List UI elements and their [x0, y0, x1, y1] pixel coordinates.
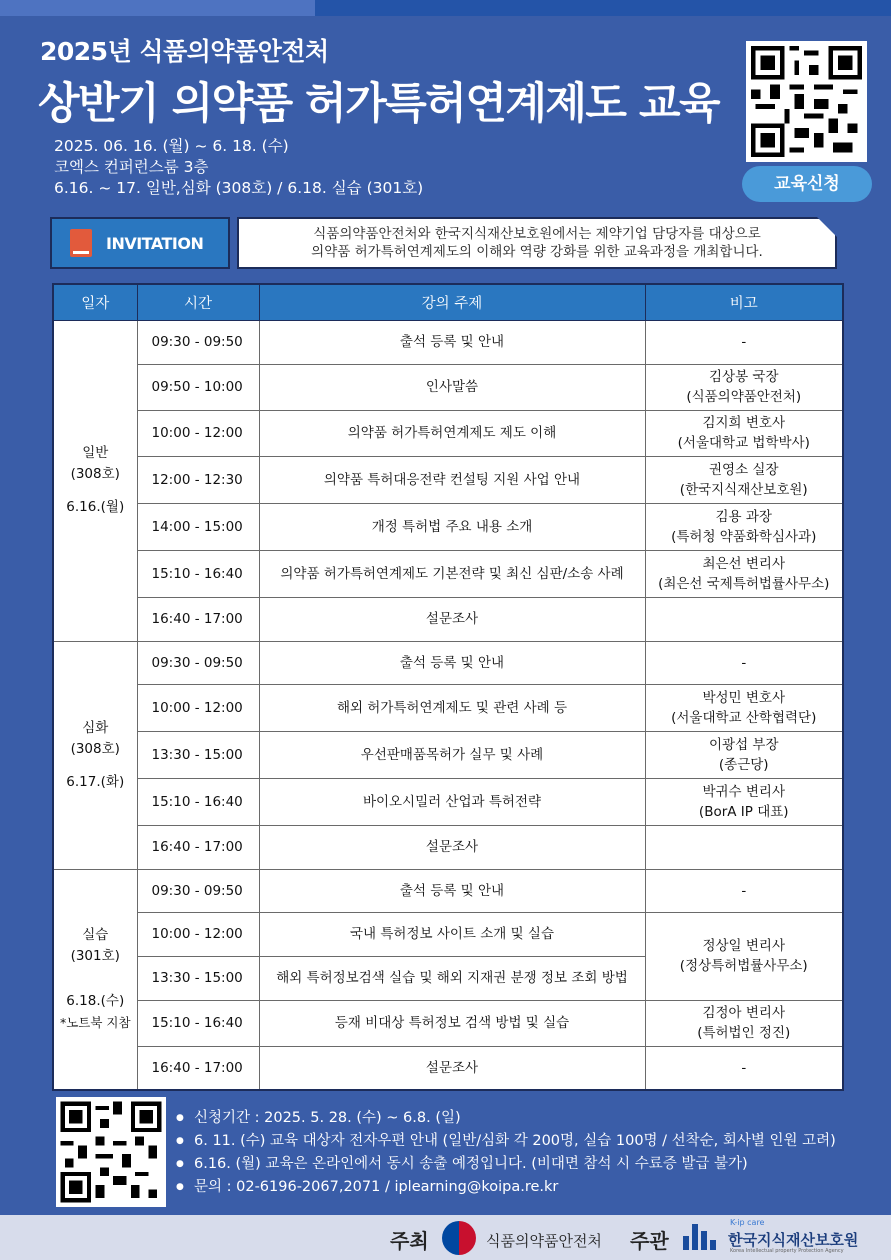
table-row: 15:10 - 16:40 의약품 허가특허연계제도 기본전략 및 최신 심판/소송 사례 최은선 변리사 (최은선 국제특허법률사무소) [53, 550, 843, 597]
top-bar [0, 0, 891, 16]
table-row: 16:40 - 17:00 설문조사 [53, 825, 843, 869]
invitation-line-2: 의약품 허가특허연계제도의 이해와 역량 강화를 위한 교육과정을 개최합니다. [311, 244, 763, 260]
day-cell-1: 일반 (308호) 6.16.(월) [53, 320, 137, 641]
table-row: 10:00 - 12:00 해외 허가특허연계제도 및 관련 사례 등 박성민 변호사 (서울대학교 산학협력단) [53, 684, 843, 731]
footer [0, 1215, 891, 1260]
invitation-message [237, 217, 837, 269]
table-row: 실습 (301호) 6.18.(수) *노트북 지참 09:30 - 09:50 출석 등록 및 안내 - [53, 869, 843, 912]
table-row: 심화 (308호) 6.17.(화) 09:30 - 09:50 출석 등록 및 안내 - [53, 641, 843, 684]
organizer-org-en: Korea Intellectual property Protection Agency [730, 1248, 844, 1254]
table-row: 15:10 - 16:40 바이오시밀러 산업과 특허전략 박귀수 변리사 (BorA IP 대표) [53, 778, 843, 825]
table-header-row [53, 284, 843, 320]
event-venue: 코엑스 컨퍼런스룸 3층 [54, 158, 209, 176]
list-item: ● 6. 11. (수) 교육 대상자 전자우편 안내 (일반/심화 각 200명, 실습 100명 / 선착순, 회사별 인원 고려) [176, 1130, 836, 1153]
header-time: 시간 [137, 284, 259, 320]
day-cell-3: 실습 (301호) 6.18.(수) *노트북 지참 [53, 869, 137, 1090]
organizer-label: 주관 [630, 1229, 669, 1253]
government-emblem-icon [442, 1221, 476, 1255]
table-row: 14:00 - 15:00 개정 특허법 주요 내용 소개 김용 과장 (특허청 약품화학심사과) [53, 503, 843, 550]
header-remark: 비고 [645, 284, 843, 320]
table-row: 16:40 - 17:00 설문조사 [53, 597, 843, 641]
host-org: 식품의약품안전처 [486, 1232, 602, 1250]
qr-code-small[interactable] [56, 1097, 166, 1207]
list-item: ● 6.16. (월) 교육은 온라인에서 동시 송출 예정입니다. (비대면 참석 시 수료증 발급 불가) [176, 1153, 836, 1176]
header-topic: 강의 주제 [259, 284, 645, 320]
book-icon [70, 229, 92, 257]
table-row: 15:10 - 16:40 등재 비대상 특허정보 검색 방법 및 실습 김정아 변리사 (특허법인 정진) [53, 1000, 843, 1046]
table-row: 13:30 - 15:00 우선판매품목허가 실무 및 사례 이광섭 부장 (종근당) [53, 731, 843, 778]
invitation-line-1: 식품의약품안전처와 한국지식재산보호원에서는 제약기업 담당자를 대상으로 [313, 226, 761, 242]
header-date: 일자 [53, 284, 137, 320]
event-info [54, 136, 423, 199]
invitation-badge [50, 217, 230, 269]
table-row: 10:00 - 12:00 의약품 허가특허연계제도 제도 이해 김지희 변호사 (서울대학교 법학박사) [53, 410, 843, 456]
invitation-label: INVITATION [106, 233, 204, 253]
list-item[interactable]: ● 문의 : 02-6196-2067,2071 / iplearning@koipa.re.kr [176, 1176, 836, 1199]
page-title: 상반기 의약품 허가특허연계제도 교육 [38, 79, 720, 129]
event-date: 2025. 06. 16. (월) ~ 6. 18. (수) [54, 137, 289, 155]
kipa-logo-icon [683, 1224, 719, 1250]
table-row: 09:50 - 10:00 인사말씀 김상봉 국장 (식품의약품안전처) [53, 364, 843, 410]
organizer-org: 한국지식재산보호원 [728, 1231, 859, 1249]
table-row: 10:00 - 12:00 국내 특허정보 사이트 소개 및 실습 정상일 변리사 (정상특허법률사무소) [53, 912, 843, 956]
apply-button[interactable]: 교육신청 [742, 166, 872, 202]
table-row: 12:00 - 12:30 의약품 특허대응전략 컨설팅 지원 사업 안내 권영소 실장 (한국지식재산보호원) [53, 456, 843, 503]
schedule-table [52, 283, 844, 1091]
notice-list [176, 1107, 836, 1199]
table-row: 일반 (308호) 6.16.(월) 09:30 - 09:50 출석 등록 및 안내 - [53, 320, 843, 364]
qr-code[interactable] [746, 41, 867, 162]
org-tagline: K-ip care [730, 1218, 765, 1227]
event-rooms: 6.16. ~ 17. 일반,심화 (308호) / 6.18. 실습 (301호) [54, 179, 424, 197]
day-cell-2: 심화 (308호) 6.17.(화) [53, 641, 137, 869]
host-label: 주최 [390, 1229, 429, 1253]
header-subtitle: 2025년 식품의약품안전처 [40, 37, 329, 66]
table-row: 13:30 - 15:00 해외 특허정보검색 실습 및 해외 지재권 분쟁 정보 조회 방법 [53, 956, 843, 1000]
list-item: ● 신청기간 : 2025. 5. 28. (수) ~ 6.8. (일) [176, 1107, 836, 1130]
table-row: 16:40 - 17:00 설문조사 - [53, 1046, 843, 1090]
